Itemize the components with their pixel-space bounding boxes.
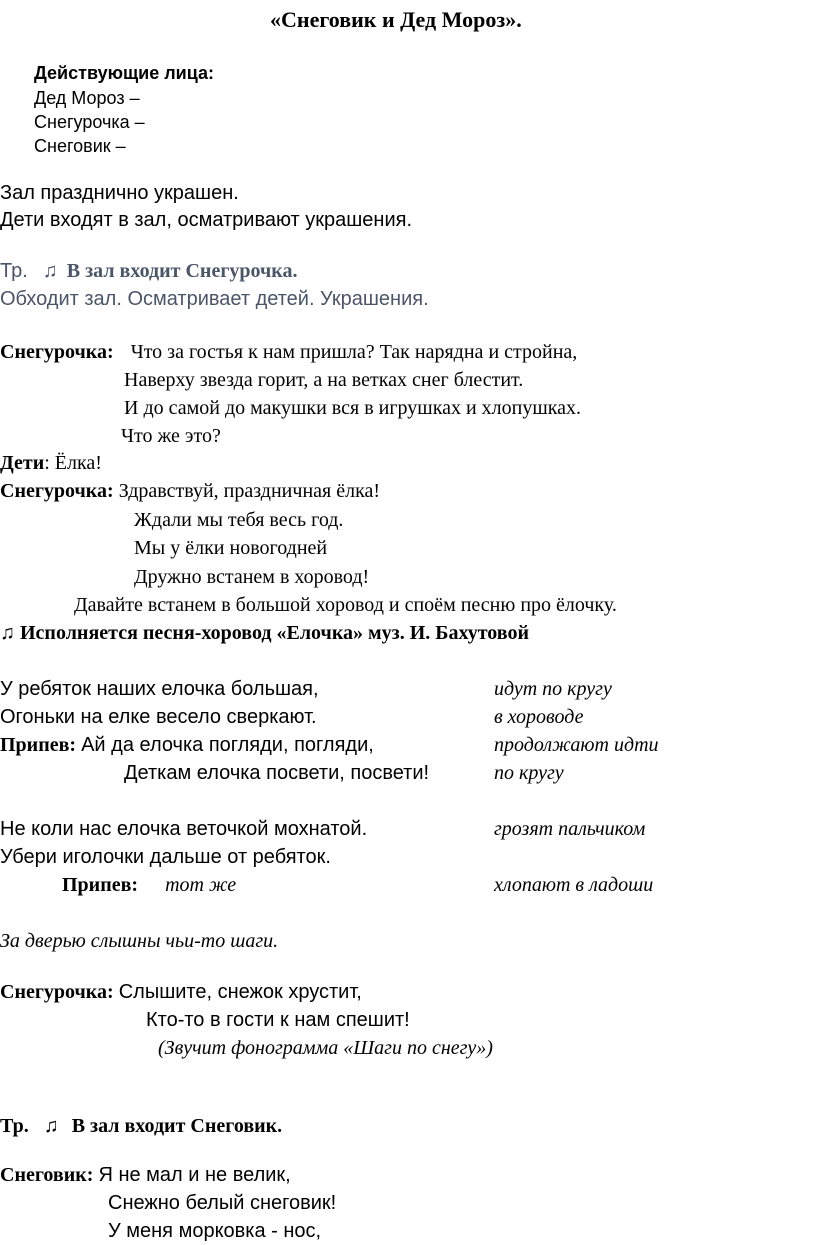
dialogue-line <box>0 340 577 364</box>
page-title: «Снеговик и Дед Мороз». <box>270 7 522 32</box>
action-note: в хороводе <box>494 706 584 728</box>
stage-direction: Зал празднично украшен. <box>0 182 239 204</box>
stage-direction: Дети входят в зал, осматривают украшения. <box>0 209 413 231</box>
lyric-line <box>0 733 374 757</box>
lyric-line: Убери иголочки дальше от ребяток. <box>0 846 331 868</box>
action-note: грозят пальчиком <box>494 818 646 840</box>
scene-action: В зал входит Снеговик. <box>71 1115 283 1137</box>
speaker-name: Дети <box>0 452 45 474</box>
dialogue-text: Что за гостья к нам пришла? Так нарядна и стройна, <box>130 341 578 363</box>
dialogue-text: Давайте встанем в большой хоровод и споём песню про ёлочку. <box>74 594 617 616</box>
dialogue-text: Мы у ёлки новогодней <box>134 537 328 559</box>
stage-remark: (Звучит фонограмма «Шаги по снегу») <box>158 1037 493 1059</box>
dialogue-text: Здравствуй, праздничная ёлка! <box>118 480 381 502</box>
music-note-icon: ♫ <box>42 260 58 282</box>
speaker-name: Снегурочка: <box>0 981 114 1003</box>
cast-item: Снегурочка – <box>34 112 145 132</box>
song-heading <box>0 621 529 645</box>
lyric-line: Не коли нас елочка веточкой мохнатой. <box>0 818 368 840</box>
speaker-name: Снегурочка: <box>0 341 114 363</box>
dialogue-text: Ждали мы тебя весь год. <box>134 509 344 531</box>
dialogue-text: Я не мал и не велик, <box>98 1164 291 1186</box>
lyric-text: Ай да елочка погляди, погляди, <box>81 734 374 756</box>
action-note: идут по кругу <box>494 678 612 700</box>
scene-heading <box>0 1114 282 1138</box>
music-note-icon: ♫ <box>43 1115 59 1137</box>
scene-heading <box>0 259 298 283</box>
dialogue-text: Снежно белый снеговик! <box>108 1192 337 1214</box>
lyric-line: Деткам елочка посвети, посвети! <box>124 762 430 784</box>
music-note-icon: ♫ <box>0 622 15 644</box>
speaker-name: Снеговик: <box>0 1164 94 1186</box>
chorus-label: Припев: <box>62 874 139 896</box>
stage-direction: За дверью слышны чьи-то шаги. <box>0 930 279 952</box>
chorus-line <box>62 873 236 897</box>
dialogue-text: Дружно встанем в хоровод! <box>134 566 370 588</box>
chorus-label: Припев: <box>0 734 77 756</box>
dialogue-text: И до самой до макушки вся в игрушках и хлопушках. <box>124 397 582 419</box>
lyric-line: Огоньки на елке весело сверкают. <box>0 706 317 728</box>
cast-heading: Действующие лица: <box>34 63 214 83</box>
dialogue-text: : Ёлка! <box>44 452 102 474</box>
dialogue-text: Слышите, снежок хрустит, <box>118 981 362 1003</box>
dialogue-line <box>0 451 102 475</box>
scene-action: В зал входит Снегурочка. <box>66 260 298 282</box>
dialogue-text: Кто-то в гости к нам спешит! <box>146 1009 410 1031</box>
dialogue-line <box>0 980 362 1004</box>
stage-direction: Обходит зал. Осматривает детей. Украшения. <box>0 288 429 310</box>
tr-label: Тр. <box>0 1115 29 1137</box>
song-title: Исполняется песня-хоровод «Елочка» муз. И. Бахутовой <box>20 622 529 644</box>
cast-item: Снеговик – <box>34 136 126 156</box>
dialogue-line <box>0 1163 291 1187</box>
speaker-name: Снегурочка: <box>0 480 114 502</box>
dialogue-text: Наверху звезда горит, а на ветках снег блестит. <box>124 369 524 391</box>
dialogue-text: Что же это? <box>121 425 221 447</box>
chorus-note: тот же <box>165 874 237 896</box>
dialogue-text: У меня морковка - нос, <box>108 1220 322 1242</box>
action-note: по кругу <box>494 762 564 784</box>
action-note: хлопают в ладоши <box>494 874 654 896</box>
action-note: продолжают идти <box>494 734 659 756</box>
lyric-line: У ребяток наших елочка большая, <box>0 678 319 700</box>
cast-item: Дед Мороз – <box>34 88 140 108</box>
tr-label: Тр. <box>0 260 28 282</box>
dialogue-line <box>0 479 380 503</box>
